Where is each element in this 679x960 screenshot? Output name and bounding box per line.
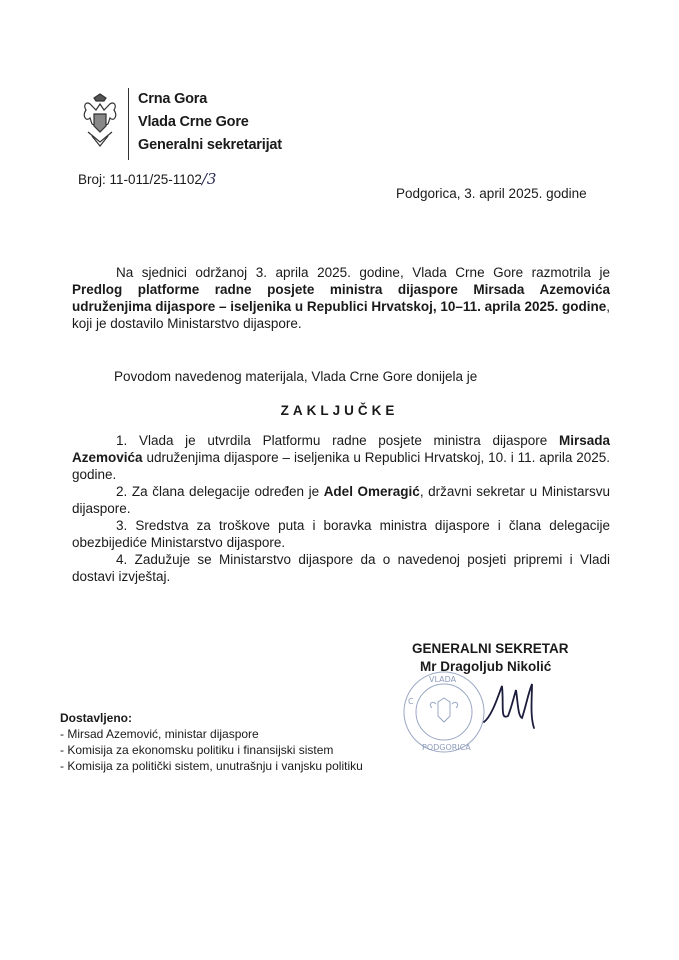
intro-paragraph (72, 264, 610, 332)
stamp-text-left: C (408, 697, 414, 706)
distribution-item: - Komisija za politički sistem, unutrašnju i vanjsku politiku (60, 759, 363, 773)
intro-bold-subject: Predlog platforme radne posjete ministra dijaspore Mirsada Azemovića udruženjima dijaspore – iseljenika u Republici Hrvatskoj, 10–11. aprila 2025. godine (72, 282, 610, 314)
distribution-list (60, 710, 363, 774)
official-stamp-icon (400, 668, 488, 756)
distribution-item: - Mirsad Azemović, ministar dijaspore (60, 727, 259, 741)
reference-number (78, 170, 216, 188)
distribution-item: - Komisija za ekonomsku politiku i finansijski sistem (60, 743, 334, 757)
conclusion-1-bold: Mirsada Azemovića (72, 433, 610, 465)
place-date: Podgorica, 3. april 2025. godine (396, 186, 587, 201)
reference-number-text: Broj: 11-011/25-1102 (78, 172, 202, 187)
signatory-title: GENERALNI SEKRETAR (412, 641, 569, 656)
conclusion-2 (72, 483, 610, 517)
institution-header (138, 88, 282, 157)
handwritten-suffix: /3 (201, 170, 217, 188)
conclusion-2-text-end: , državni sekretar u Ministarsvu dijaspore. (72, 484, 611, 516)
povodom-paragraph: Povodom navedenog materijala, Vlada Crne Gore donijela je (114, 369, 478, 384)
intro-text-1: Na sjednici održanoj 3. aprila 2025. godine, Vlada Crne Gore razmotrila je (116, 265, 610, 280)
stamp-text-bottom: PODGORICA (422, 743, 471, 752)
stamp-text-top: VLADA (429, 675, 457, 684)
conclusions-heading: ZAKLJUČKE (280, 403, 399, 418)
handwritten-signature (478, 676, 548, 736)
signatory-name: Mr Dragoljub Nikolić (420, 659, 552, 674)
conclusion-1-text-end: udruženjima dijaspore – iseljenika u Republici Hrvatskoj, 10. i 11. aprila 2025. godine. (72, 450, 610, 482)
conclusion-1 (72, 432, 610, 483)
secretariat-name: Generalni sekretarijat (138, 137, 282, 153)
government-name: Vlada Crne Gore (138, 114, 249, 130)
conclusion-3: 3. Sredstva za troškove puta i boravka ministra dijaspore i člana delegacije obezbijediće Ministarstvo dijaspore. (72, 518, 610, 550)
header-divider (128, 88, 129, 160)
intro-text-2: , koji je dostavilo Ministarstvo dijaspore. (72, 299, 610, 331)
conclusions-list (72, 432, 610, 585)
distribution-heading: Dostavljeno: (60, 711, 133, 725)
conclusion-1-text: 1. Vlada je utvrdila Platformu radne posjete ministra dijaspore (116, 433, 559, 448)
country-name: Crna Gora (138, 91, 208, 107)
conclusion-2-text: 2. Za člana delegacije određen je (116, 484, 324, 499)
conclusion-2-bold: Adel Omeragić (323, 484, 420, 499)
conclusion-4: 4. Zadužuje se Ministarstvo dijaspore da o navedenoj posjeti pripremi i Vladi dostavi izvještaj. (72, 552, 610, 584)
montenegro-coat-of-arms-icon (80, 92, 120, 148)
